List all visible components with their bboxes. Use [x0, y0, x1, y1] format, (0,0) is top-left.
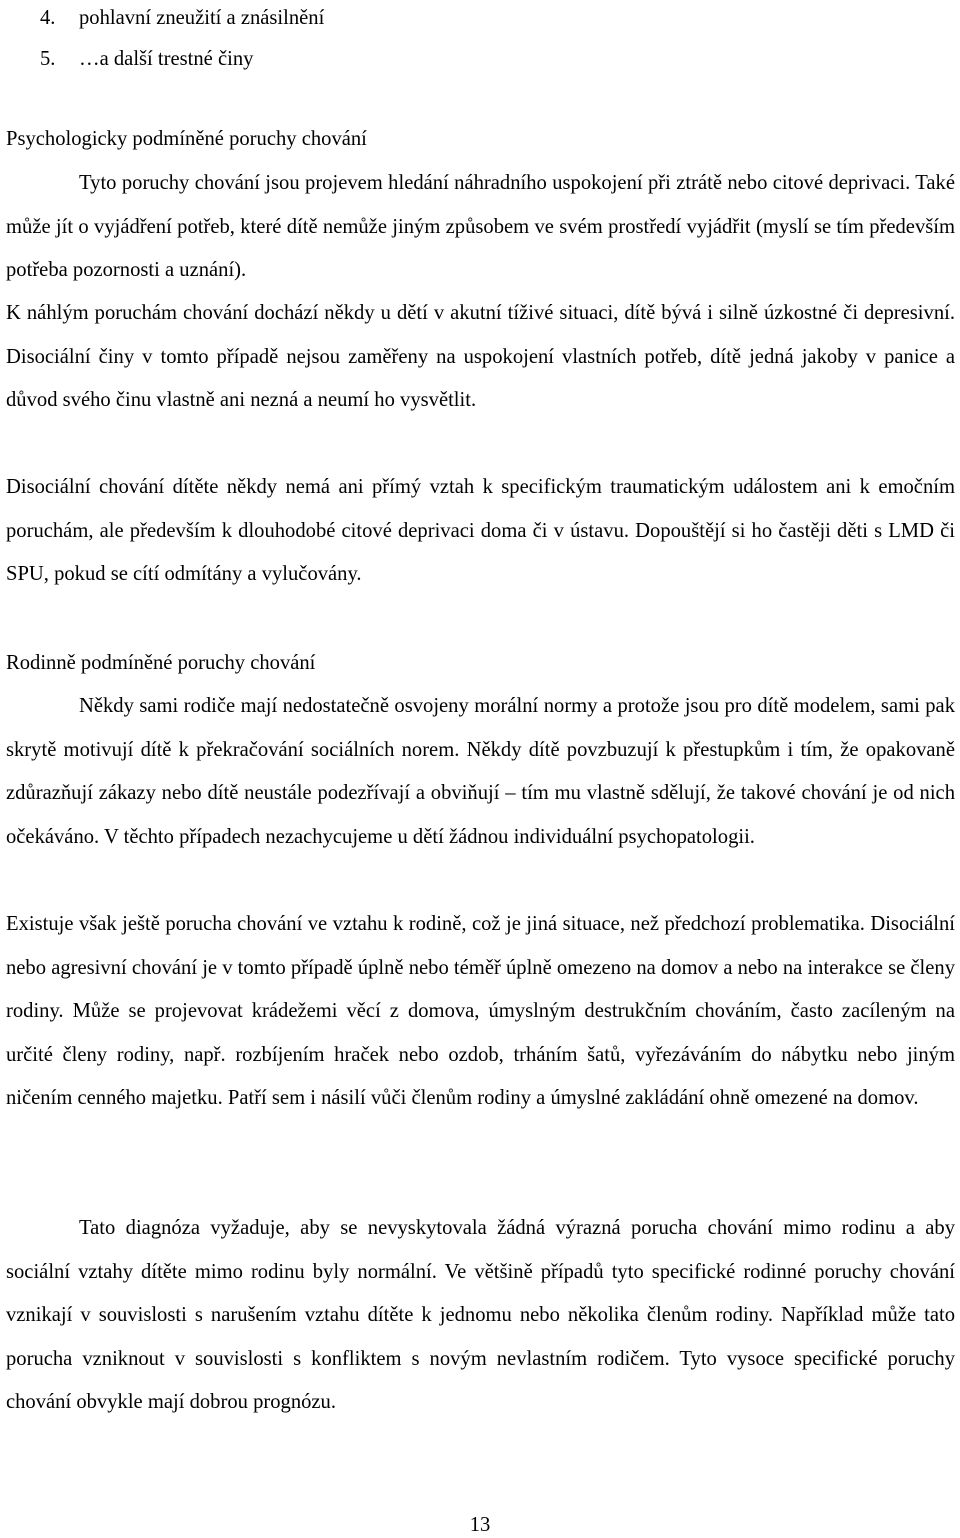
section-heading-family: Rodinně podmíněné poruchy chování [6, 652, 316, 674]
paragraph: Disociální chování dítěte někdy nemá ani přímý vztah k specifickým traumatickým událostem ani k emočním poruchám, ale především k dlouhodobé citové deprivaci doma či v ústavu. Dopouštějí si ho častěji děti s LMD či SPU, pokud se cítí odmítány a vylučovány. [6, 476, 955, 585]
paragraph: Tato diagnóza vyžaduje, aby se nevyskytovala žádná výrazná porucha chování mimo rodinu a aby sociální vztahy dítěte mimo rodinu byly normální. Ve většině případů tyto specifické rodinné poruchy chování vznikají v souvislosti s narušením vztahu dítěte k jednomu nebo několika členům rodiny. Například může tato porucha vzniknout v souvislosti s konfliktem s novým nevlastním rodičem. Tyto vysoce specifické poruchy chování obvykle mají dobrou prognózu. [6, 1217, 955, 1413]
section-heading-psychological: Psychologicky podmíněné poruchy chování [6, 128, 367, 150]
paragraph: K náhlým poruchám chování dochází někdy u dětí v akutní tíživé situaci, dítě bývá i silně úzkostné či depresivní. Disociální činy v tomto případě nejsou zaměřeny na uspokojení vlastních potřeb, dítě jedná jakoby v panice a důvod svého činu vlastně ani nezná a neumí ho vysvětlit. [6, 302, 955, 411]
list-item [40, 0, 324, 39]
list-item-text: …a další trestné činy [79, 48, 254, 70]
paragraph: Někdy sami rodiče mají nedostatečně osvojeny morální normy a protože jsou pro dítě modelem, sami pak skrytě motivují dítě k překračování sociálních norem. Někdy dítě povzbuzují k přestupkům i tím, že opakovaně zdůrazňují zákazy nebo dítě neustále podezřívají a obviňují – tím mu vlastně sdělují, že takové chování je od nich očekáváno. V těchto případech nezachycujeme u dětí žádnou individuální psychopatologii. [6, 695, 955, 848]
page-number: 13 [469, 1514, 491, 1536]
list-item-number: 5. [40, 48, 56, 70]
list-item-number: 4. [40, 7, 56, 29]
list-item [40, 39, 324, 80]
offense-list [40, 0, 324, 80]
list-item-text: pohlavní zneužití a znásilnění [79, 7, 325, 29]
paragraph: Tyto poruchy chování jsou projevem hledání náhradního uspokojení při ztrátě nebo citové deprivaci. Také může jít o vyjádření potřeb, které dítě nemůže jiným způsobem ve svém prostředí vyjádřit (myslí se tím především potřeba pozornosti a uznání). [6, 172, 955, 281]
paragraph: Existuje však ještě porucha chování ve vztahu k rodině, což je jiná situace, než předchozí problematika. Disociální nebo agresivní chování je v tomto případě úplně nebo téměř úplně omezeno na domov a nebo na interakce se členy rodiny. Může se projevovat krádežemi věcí z domova, úmyslným destrukčním chováním, často zacíleným na určité členy rodiny, např. rozbíjením hraček nebo ozdob, trháním šatů, vyřezáváním do nábytku nebo jiným ničením cenného majetku. Patří sem i násilí vůči členům rodiny a úmyslné zakládání ohně omezené na domov. [6, 913, 955, 1109]
